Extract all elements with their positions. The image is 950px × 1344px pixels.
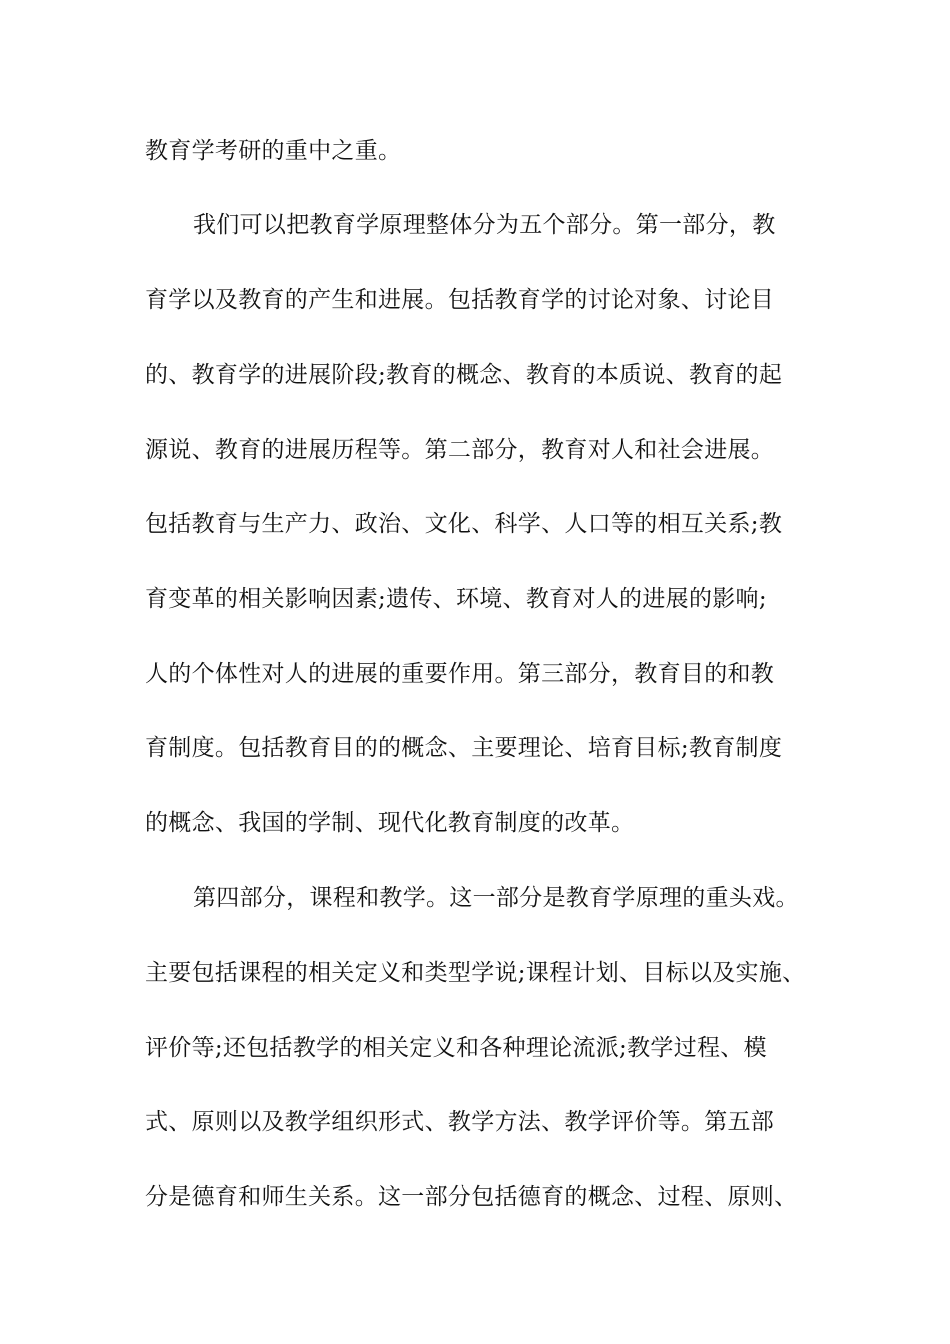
paragraph-first-line: 第四部分，课程和教学。这一部分是教育学原理的重头戏。 [193,885,799,911]
text-line: 的概念、我国的学制、现代化教育制度的改革。 [145,810,635,836]
text-line: 式、原则以及教学组织形式、教学方法、教学评价等。第五部 [145,1109,775,1135]
text-line: 人的个体性对人的进展的重要作用。第三部分，教育目的和教 [145,661,775,687]
text-line: 育制度。包括教育目的的概念、主要理论、培育目标;教育制度 [145,735,783,761]
text-line: 的、教育学的进展阶段;教育的概念、教育的本质说、教育的起 [145,362,783,388]
text-line: 包括教育与生产力、政治、文化、科学、人口等的相互关系;教 [145,511,783,537]
text-line: 源说、教育的进展历程等。第二部分，教育对人和社会进展。 [145,437,775,463]
text-line: 育学以及教育的产生和进展。包括教育学的讨论对象、讨论目 [145,287,775,313]
text-line: 主要包括课程的相关定义和类型学说;课程计划、目标以及实施、 [145,960,806,986]
text-line: 育变革的相关影响因素;遗传、环境、教育对人的进展的影响; [145,586,767,612]
paragraph-first-line: 我们可以把教育学原理整体分为五个部分。第一部分，教 [193,212,776,238]
text-line: 分是德育和师生关系。这一部分包括德育的概念、过程、原则、 [145,1184,798,1210]
text-line: 教育学考研的重中之重。 [145,138,402,164]
text-line: 评价等;还包括教学的相关定义和各种理论流派;教学过程、模 [145,1035,767,1061]
